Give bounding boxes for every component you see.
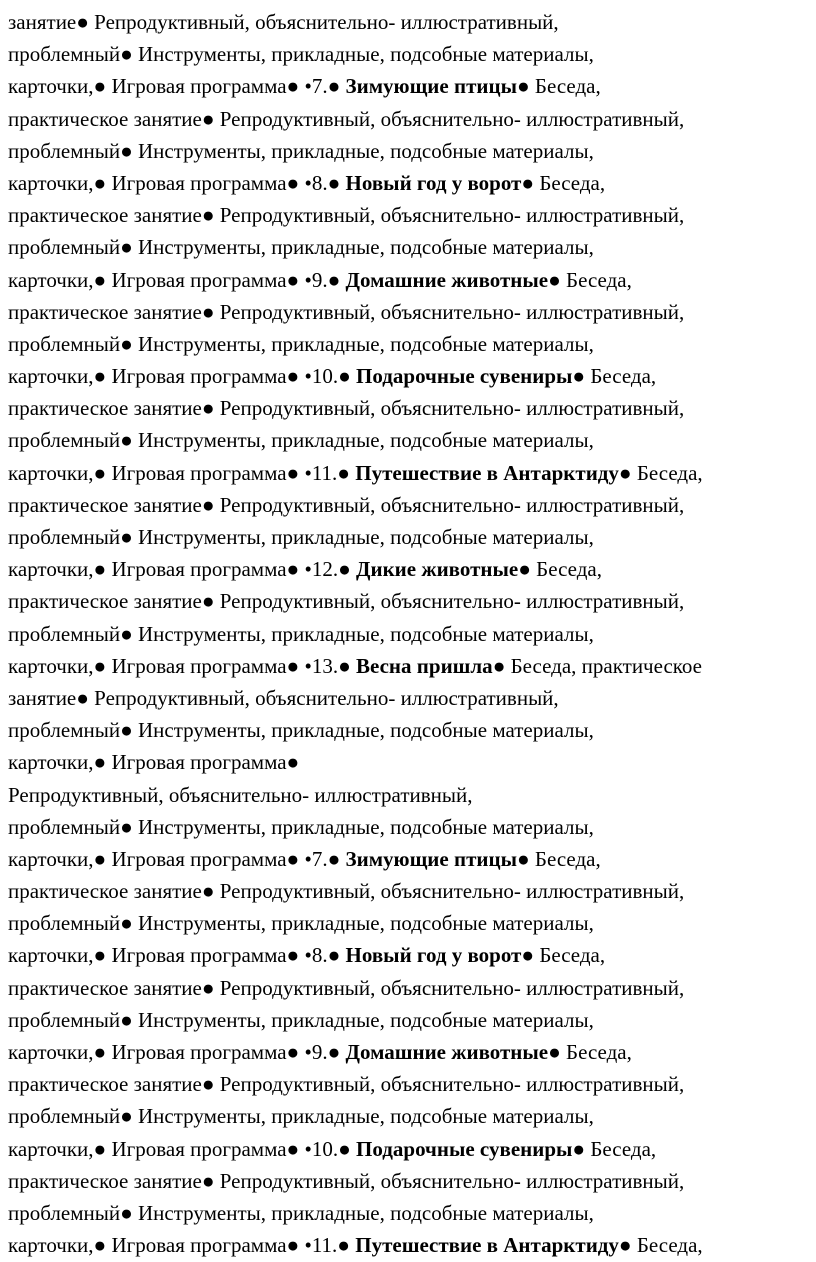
- text-line: [8, 70, 808, 102]
- text-segment: проблемный● Инструменты, прикладные, подсобные материалы,: [8, 428, 594, 453]
- text-segment: ● Беседа,: [548, 267, 632, 292]
- text-segment: ● Беседа,: [516, 846, 601, 871]
- text-segment: проблемный● Инструменты, прикладные, подсобные материалы,: [8, 525, 594, 549]
- lesson-topic-title: Подарочные сувениры: [356, 364, 573, 389]
- text-segment: практическое занятие● Репродуктивный, объяснительно- иллюстративный,: [8, 975, 685, 1000]
- text-line: [8, 1197, 808, 1229]
- text-segment: ● Беседа,: [518, 557, 602, 582]
- text-segment: карточки,● Игровая программа● •7.●: [8, 846, 346, 871]
- text-segment: ● Беседа, практическое: [492, 653, 702, 678]
- text-line: [8, 328, 808, 360]
- text-segment: карточки,● Игровая программа● •9.●: [8, 267, 346, 292]
- text-line: [8, 1036, 808, 1068]
- text-line: [8, 811, 808, 843]
- text-segment: практическое занятие● Репродуктивный, объяснительно- иллюстративный,: [8, 396, 685, 421]
- text-segment: проблемный● Инструменты, прикладные, подсобные материалы,: [8, 1104, 594, 1129]
- text-segment: карточки,● Игровая программа● •11.●: [8, 460, 356, 485]
- text-line: [8, 489, 808, 521]
- text-line: [8, 1133, 808, 1165]
- text-line: [8, 746, 808, 778]
- text-line: [8, 360, 808, 392]
- text-segment: карточки,● Игровая программа● •8.●: [8, 170, 346, 195]
- text-line: [8, 618, 808, 650]
- text-segment: практическое занятие● Репродуктивный, объяснительно- иллюстративный,: [8, 1168, 685, 1193]
- text-line: [8, 843, 808, 875]
- lesson-topic-title: Путешествие в Антарктиду: [355, 1233, 619, 1258]
- text-segment: карточки,● Игровая программа● •9.●: [8, 1040, 346, 1064]
- text-segment: практическое занятие● Репродуктивный, объяснительно- иллюстративный,: [8, 203, 685, 228]
- text-line: [8, 521, 808, 553]
- text-line: [8, 135, 808, 167]
- text-line: [8, 457, 808, 489]
- text-segment: практическое занятие● Репродуктивный, объяснительно- иллюстративный,: [8, 299, 685, 324]
- text-line: [8, 714, 808, 746]
- text-segment: ● Беседа,: [618, 1233, 703, 1258]
- text-segment: проблемный● Инструменты, прикладные, подсобные материалы,: [8, 42, 594, 67]
- text-line: [8, 553, 808, 585]
- text-segment: ● Беседа,: [572, 364, 657, 389]
- text-segment: ● Беседа,: [548, 1040, 632, 1064]
- lesson-topic-title: Дикие животные: [356, 557, 519, 582]
- text-segment: ● Беседа,: [618, 460, 703, 485]
- lesson-topic-title: Зимующие птицы: [345, 74, 517, 99]
- text-line: [8, 1165, 808, 1197]
- text-segment: ● Беседа,: [572, 1136, 657, 1161]
- text-line: [8, 972, 808, 1004]
- text-line: [8, 231, 808, 263]
- text-segment: карточки,● Игровая программа● •12.●: [8, 557, 357, 582]
- text-segment: карточки,● Игровая программа● •11.●: [8, 1233, 356, 1258]
- text-line: [8, 103, 808, 135]
- lesson-topic-title: Путешествие в Антарктиду: [355, 460, 619, 485]
- text-segment: Репродуктивный, объяснительно- иллюстративный,: [8, 782, 473, 807]
- text-segment: занятие● Репродуктивный, объяснительно- иллюстративный,: [8, 685, 559, 710]
- lesson-topic-title: Новый год у ворот: [345, 170, 522, 195]
- text-line: [8, 682, 808, 714]
- text-segment: карточки,● Игровая программа● •7.●: [8, 74, 346, 99]
- text-segment: проблемный● Инструменты, прикладные, подсобные материалы,: [8, 138, 594, 163]
- text-segment: практическое занятие● Репродуктивный, объяснительно- иллюстративный,: [8, 1072, 685, 1097]
- text-line: [8, 296, 808, 328]
- text-segment: проблемный● Инструменты, прикладные, подсобные материалы,: [8, 718, 594, 743]
- text-line: [8, 907, 808, 939]
- text-segment: практическое занятие● Репродуктивный, объяснительно- иллюстративный,: [8, 106, 685, 131]
- text-line: [8, 779, 808, 811]
- text-line: [8, 1004, 808, 1036]
- text-segment: карточки,● Игровая программа● •13.●: [8, 653, 357, 678]
- text-segment: практическое занятие● Репродуктивный, объяснительно- иллюстративный,: [8, 492, 685, 517]
- text-line: [8, 650, 808, 682]
- lesson-topic-title: Весна пришла: [356, 653, 493, 678]
- text-segment: карточки,● Игровая программа● •8.●: [8, 943, 346, 968]
- text-segment: проблемный● Инструменты, прикладные, подсобные материалы,: [8, 1007, 594, 1032]
- text-segment: проблемный● Инструменты, прикладные, подсобные материалы,: [8, 331, 594, 356]
- lesson-topic-title: Домашние животные: [345, 267, 549, 292]
- lesson-topic-title: Домашние животные: [345, 1040, 549, 1064]
- text-segment: проблемный● Инструменты, прикладные, подсобные материалы,: [8, 621, 594, 646]
- text-line: [8, 167, 808, 199]
- text-line: [8, 939, 808, 971]
- text-segment: проблемный● Инструменты, прикладные, подсобные материалы,: [8, 235, 594, 260]
- text-line: [8, 6, 808, 38]
- text-line: [8, 875, 808, 907]
- document-body: [8, 6, 808, 1261]
- text-line: [8, 38, 808, 70]
- lesson-topic-title: Подарочные сувениры: [356, 1136, 573, 1161]
- text-segment: практическое занятие● Репродуктивный, объяснительно- иллюстративный,: [8, 589, 685, 614]
- text-segment: практическое занятие● Репродуктивный, объяснительно- иллюстративный,: [8, 879, 685, 904]
- text-line: [8, 1068, 808, 1100]
- text-line: [8, 1100, 808, 1132]
- lesson-topic-title: Новый год у ворот: [345, 943, 522, 968]
- text-segment: проблемный● Инструменты, прикладные, подсобные материалы,: [8, 814, 594, 839]
- text-line: [8, 585, 808, 617]
- text-segment: ● Беседа,: [516, 74, 601, 99]
- text-segment: проблемный● Инструменты, прикладные, подсобные материалы,: [8, 911, 594, 936]
- text-line: [8, 199, 808, 231]
- text-line: [8, 392, 808, 424]
- text-segment: карточки,● Игровая программа● •10.●: [8, 1136, 357, 1161]
- text-segment: карточки,● Игровая программа●: [8, 750, 300, 775]
- text-segment: проблемный● Инструменты, прикладные, подсобные материалы,: [8, 1200, 594, 1225]
- text-line: [8, 424, 808, 456]
- text-segment: карточки,● Игровая программа● •10.●: [8, 364, 357, 389]
- text-line: [8, 1229, 808, 1261]
- text-segment: ● Беседа,: [521, 943, 606, 968]
- lesson-topic-title: Зимующие птицы: [345, 846, 517, 871]
- text-line: [8, 264, 808, 296]
- text-segment: ● Беседа,: [521, 170, 606, 195]
- text-segment: занятие● Репродуктивный, объяснительно- иллюстративный,: [8, 10, 559, 34]
